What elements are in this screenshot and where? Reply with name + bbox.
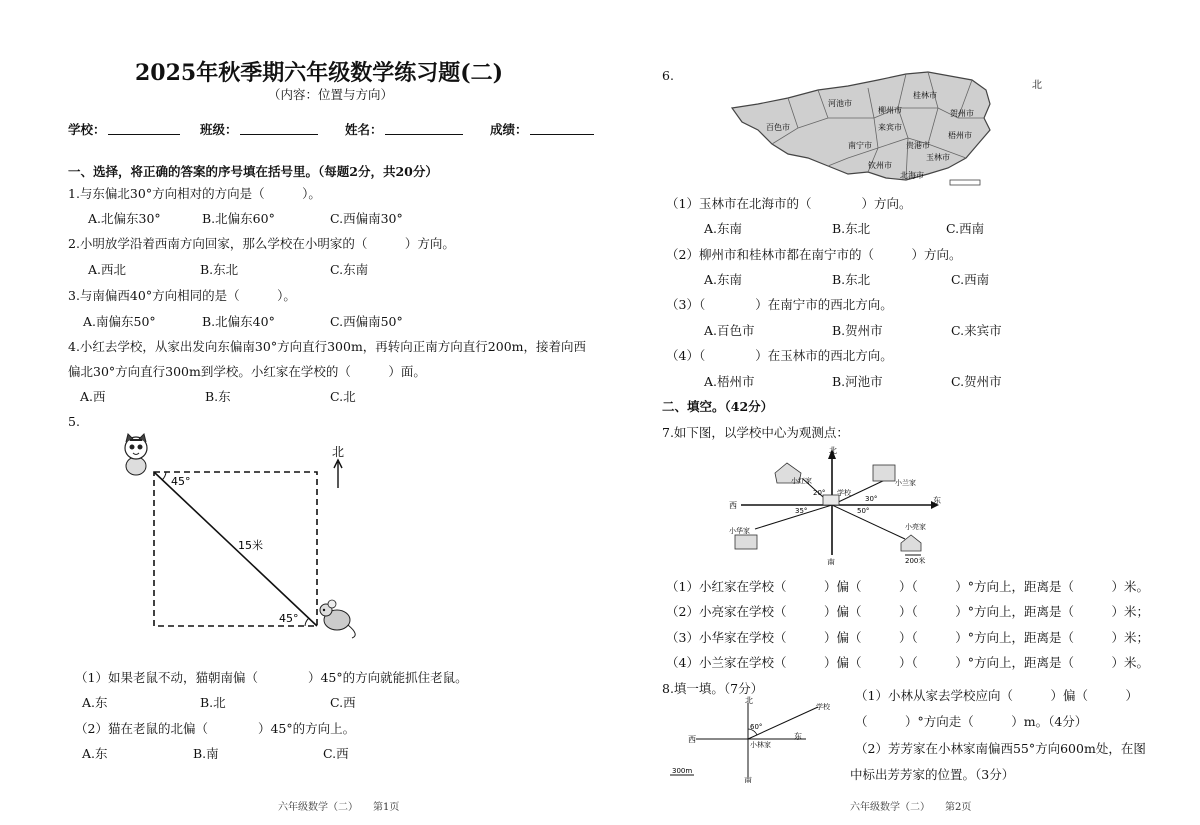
map-label-wuzhou: 梧州市 <box>948 131 972 140</box>
q7-diagram <box>725 443 950 565</box>
q8-line-3: （2）芳芳家在小林家南偏西55°方向600m处，在图 <box>855 741 1146 756</box>
q6-sub1-option-c[interactable]: C.西南 <box>946 221 985 236</box>
map-label-hezhou: 贺州市 <box>950 109 974 118</box>
school-label: 学校： <box>68 122 106 137</box>
q7-row-1: （1）小红家在学校（ ）偏（ ）（ ）°方向上，距离是（ ）米。 <box>666 579 1149 594</box>
q5-number: 5. <box>68 414 80 429</box>
q8-angle-label: 60° <box>750 723 763 731</box>
q7-scale-label: 200米 <box>905 557 926 565</box>
map-label-laibin: 来宾市 <box>878 123 902 132</box>
map-north-label: 北 <box>1032 80 1042 91</box>
q8-line-4: 中标出芳芳家的位置。（3分） <box>850 767 1015 782</box>
q8-home-label: 小林家 <box>750 741 771 749</box>
map-label-qinzhou: 钦州市 <box>868 161 892 170</box>
q4-option-c[interactable]: C.北 <box>330 389 356 404</box>
distance-label: 15米 <box>238 539 263 552</box>
q7-row-4: （4）小兰家在学校（ ）偏（ ）（ ）°方向上，距离是（ ）米。 <box>666 655 1149 670</box>
q6-sub3-option-c[interactable]: C.来宾市 <box>951 323 1002 338</box>
mouse-icon <box>320 600 355 638</box>
q3-option-b[interactable]: B.北偏东40° <box>202 314 275 329</box>
q6-sub2-option-b[interactable]: B.东北 <box>832 272 871 287</box>
path-line <box>154 472 317 626</box>
q7-row-3: （3）小华家在学校（ ）偏（ ）（ ）°方向上，距离是（ ）米； <box>666 630 1149 645</box>
page2-footer: 六年级数学（二） 第2页 <box>850 802 972 813</box>
score-field[interactable] <box>530 122 594 135</box>
q8-diagram <box>666 695 841 783</box>
q8-scale-label: 300m <box>672 767 693 775</box>
q7-row-2: （2）小亮家在学校（ ）偏（ ）（ ）°方向上，距离是（ ）米； <box>666 604 1149 619</box>
q6-sub1-option-a[interactable]: A.东南 <box>704 221 743 236</box>
q2-option-c[interactable]: C.东南 <box>330 262 369 277</box>
school-field[interactable] <box>108 122 180 135</box>
q2-option-b[interactable]: B.东北 <box>200 262 239 277</box>
q5-sub2-text: （2）猫在老鼠的北偏（ ）45°的方向上。 <box>75 721 356 736</box>
cat-icon <box>125 434 147 475</box>
page1-footer: 六年级数学（二） 第1页 <box>278 802 400 813</box>
angle-bottom-label: 45° <box>279 612 299 625</box>
q8-line-2: （ ）°方向走（ ）m。（4分） <box>855 714 1088 729</box>
q4-text-line1: 4.小红去学校，从家出发向东偏南30°方向直行300m，再转向正南方向直行200m，接着向西 <box>68 339 587 354</box>
q5-sub2-option-c[interactable]: C.西 <box>323 746 349 761</box>
q6-sub4-option-a[interactable]: A.梧州市 <box>704 374 755 389</box>
page-title: 2025年秋季期六年级数学练习题(二) <box>135 60 504 86</box>
q8-text: 8.填一填。（7分） <box>662 681 764 696</box>
q6-sub1-text: （1）玉林市在北海市的（ ）方向。 <box>666 196 912 211</box>
q4-option-a[interactable]: A.西 <box>80 389 106 404</box>
page-subtitle: （内容：位置与方向） <box>268 87 394 102</box>
map-label-hechi: 河池市 <box>828 99 852 108</box>
map-label-guilin: 桂林市 <box>913 91 937 100</box>
xiaolan-building-icon <box>873 465 895 481</box>
xiaoliang-house-icon <box>901 535 921 551</box>
q7-east-label: 东 <box>933 496 941 505</box>
q7-xiaolan-label: 小兰家 <box>895 479 916 487</box>
q6-sub3-option-a[interactable]: A.百色市 <box>704 323 755 338</box>
q6-sub1-option-b[interactable]: B.东北 <box>832 221 871 236</box>
map-label-nanning: 南宁市 <box>848 141 872 150</box>
q7-north-label: 北 <box>829 446 837 455</box>
q6-sub4-option-c[interactable]: C.贺州市 <box>951 374 1002 389</box>
q3-option-a[interactable]: A.南偏东50° <box>83 314 156 329</box>
class-label: 班级： <box>200 122 238 137</box>
class-field[interactable] <box>240 122 318 135</box>
q8-north-label: 北 <box>745 696 753 705</box>
q3-text: 3.与南偏西40°方向相同的是（ ）。 <box>68 288 296 303</box>
q7-text: 7.如下图，以学校中心为观测点： <box>662 425 849 440</box>
q7-xiaohong-label: 小红家 <box>791 477 812 485</box>
q7-xiaohua-label: 小华家 <box>729 527 750 535</box>
q1-option-a[interactable]: A.北偏东30° <box>88 211 161 226</box>
angle-top-label: 45° <box>171 475 191 488</box>
q7-west-label: 西 <box>729 501 737 510</box>
q7-angle-35: 35° <box>795 507 808 515</box>
q6-sub2-option-c[interactable]: C.西南 <box>951 272 990 287</box>
north-label: 北 <box>332 445 345 459</box>
q1-option-c[interactable]: C.西偏南30° <box>330 211 403 226</box>
q7-angle-20: 20° <box>813 489 826 497</box>
map-label-liuzhou: 柳州市 <box>878 106 902 115</box>
map-scale-bar <box>950 180 980 185</box>
name-label: 姓名： <box>345 122 383 137</box>
section1-heading: 一、选择，将正确的答案的序号填在括号里。（每题2分，共20分） <box>68 164 438 179</box>
guangxi-map <box>728 68 1048 190</box>
q7-line-xiaohua <box>755 505 832 529</box>
q7-xiaoliang-label: 小亮家 <box>905 523 926 531</box>
q8-west-label: 西 <box>688 735 696 744</box>
q6-sub3-option-b[interactable]: B.贺州市 <box>832 323 883 338</box>
q6-sub2-option-a[interactable]: A.东南 <box>704 272 743 287</box>
score-label: 成绩： <box>490 122 528 137</box>
map-label-beihai: 北海市 <box>900 171 924 180</box>
xiaohua-house-icon <box>735 535 757 549</box>
q8-line-1: （1）小林从家去学校应向（ ）偏（ ） <box>855 688 1138 703</box>
q2-option-a[interactable]: A.西北 <box>88 262 127 277</box>
q5-diagram <box>110 430 380 645</box>
map-label-baise: 百色市 <box>766 123 790 132</box>
q5-sub2-option-a[interactable]: A.东 <box>82 746 108 761</box>
section2-heading: 二、填空。（42分） <box>662 399 774 414</box>
angle-arc-top <box>162 472 166 480</box>
q7-south-label: 南 <box>827 558 835 565</box>
q5-sub1-option-b[interactable]: B.北 <box>200 695 226 710</box>
q6-sub4-text: （4）（ ）在玉林市的西北方向。 <box>666 348 893 363</box>
q5-sub1-text: （1）如果老鼠不动，猫朝南偏（ ）45°的方向就能抓住老鼠。 <box>75 670 468 685</box>
q5-sub2-option-b[interactable]: B.南 <box>193 746 219 761</box>
q7-angle-50: 50° <box>857 507 870 515</box>
q4-option-b[interactable]: B.东 <box>205 389 231 404</box>
q1-text: 1.与东偏北30°方向相对的方向是（ ）。 <box>68 186 321 201</box>
q3-option-c[interactable]: C.西偏南50° <box>330 314 403 329</box>
name-field[interactable] <box>385 122 463 135</box>
q5-sub1-option-c[interactable]: C.西 <box>330 695 356 710</box>
q8-east-label: 东 <box>794 732 802 741</box>
q7-angle-30: 30° <box>865 495 878 503</box>
map-label-guigang: 贵港市 <box>906 141 930 150</box>
q1-option-b[interactable]: B.北偏东60° <box>202 211 275 226</box>
q6-sub2-text: （2）柳州市和桂林市都在南宁市的（ ）方向。 <box>666 247 962 262</box>
q6-number: 6. <box>662 68 674 83</box>
q6-sub4-option-b[interactable]: B.河池市 <box>832 374 883 389</box>
q8-south-label: 南 <box>744 776 752 783</box>
map-label-yulin: 玉林市 <box>926 153 950 162</box>
q7-school-label: 学校 <box>837 489 851 497</box>
q2-text: 2.小明放学沿着西南方向回家，那么学校在小明家的（ ）方向。 <box>68 236 455 251</box>
q5-sub1-option-a[interactable]: A.东 <box>82 695 108 710</box>
q4-text-line2: 偏北30°方向直行300m到学校。小红家在学校的（ ）面。 <box>68 364 426 379</box>
q6-sub3-text: （3）（ ）在南宁市的西北方向。 <box>666 297 893 312</box>
page-2 <box>600 0 1200 825</box>
angle-arc-bottom <box>305 618 309 626</box>
q8-school-label: 学校 <box>816 703 830 711</box>
